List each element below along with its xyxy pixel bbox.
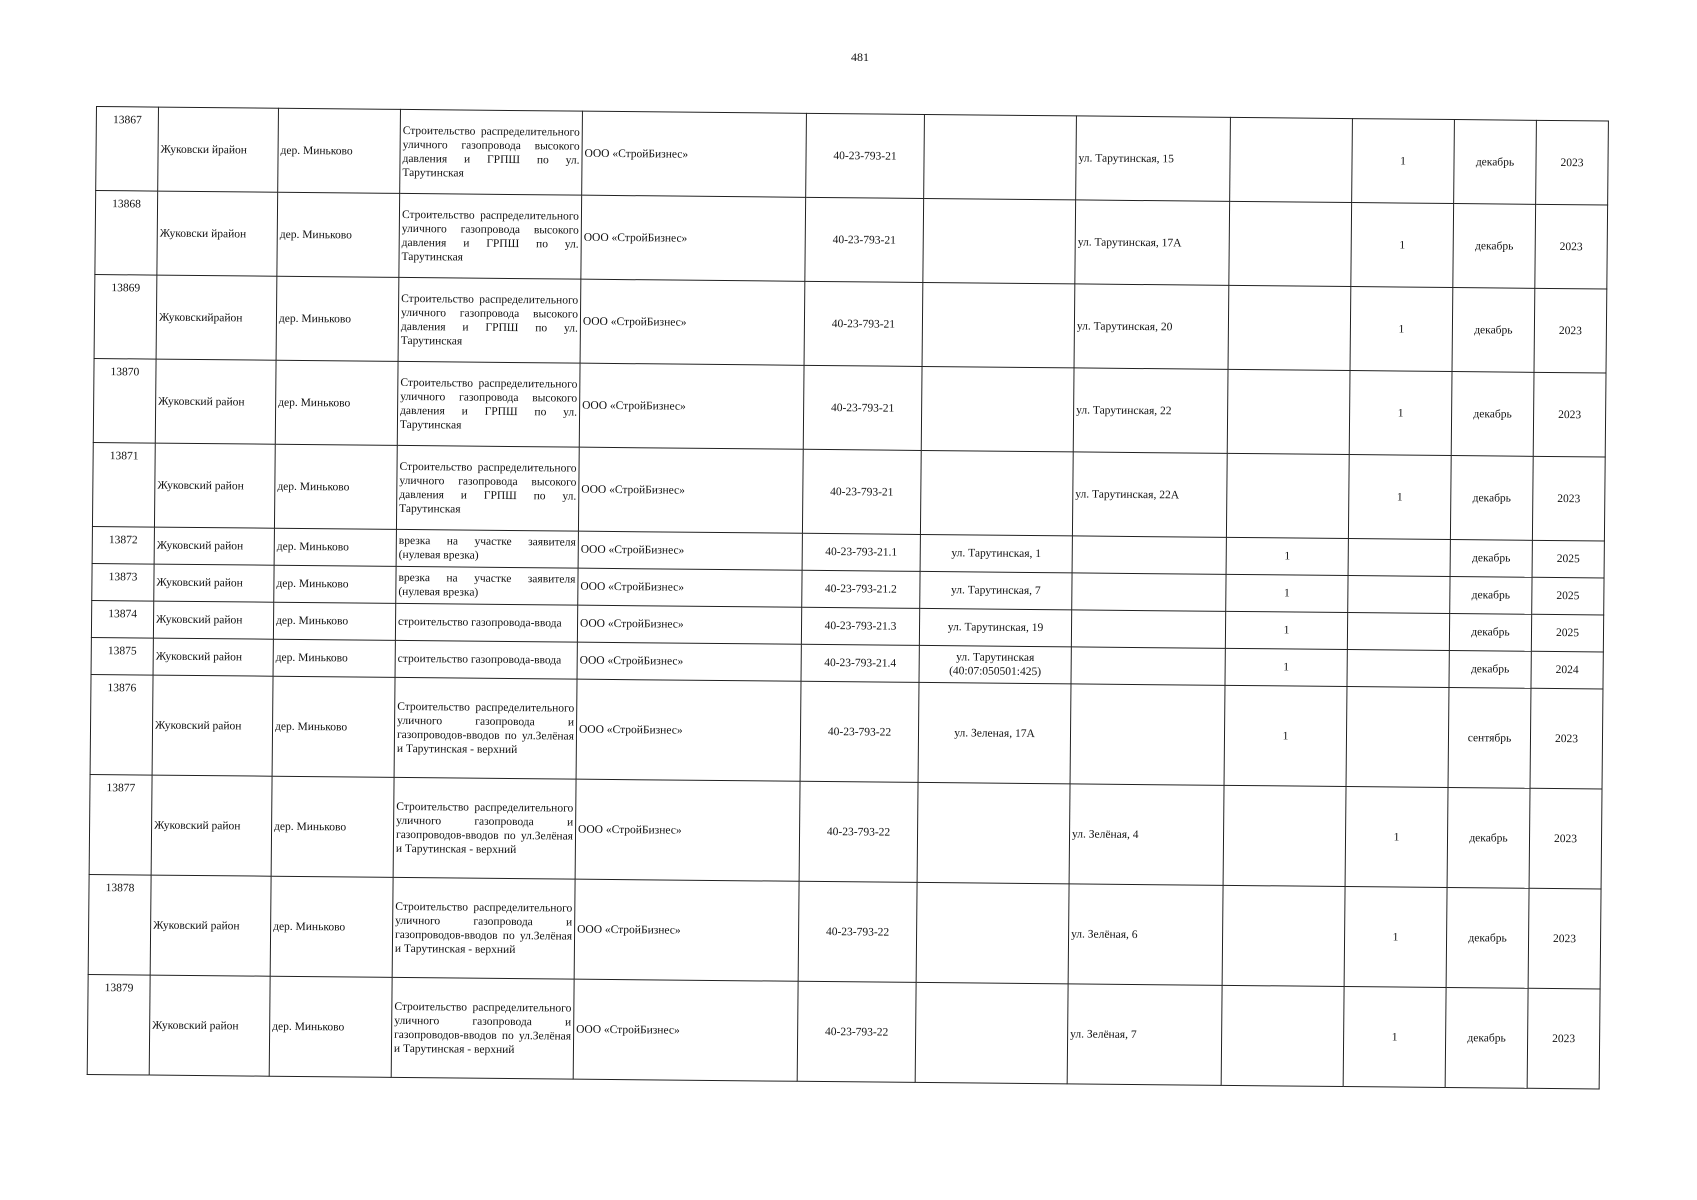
code-cell: 40-23-793-21.3 — [801, 607, 919, 645]
district-cell: Жуковский район — [153, 638, 273, 676]
quantity-a-cell — [1221, 985, 1344, 1086]
code-cell: 40-23-793-22 — [799, 781, 918, 882]
code-cell: 40-23-793-21.2 — [802, 570, 920, 608]
row-number: 13870 — [93, 358, 156, 443]
month-cell: декабрь — [1454, 120, 1537, 205]
row-number: 13879 — [87, 974, 150, 1075]
address-a-cell: ул. Тарутинская, 7 — [920, 571, 1072, 609]
year-cell: 2023 — [1535, 204, 1608, 289]
quantity-b-cell: 1 — [1351, 203, 1454, 288]
code-cell: 40-23-793-21 — [804, 281, 923, 366]
description-cell: Строительство распределительного уличного газопровода и газопроводов-вводов по ул.Зелёная и Тарутинская - верхний — [391, 977, 574, 1079]
code-cell: 40-23-793-21 — [805, 197, 924, 282]
quantity-a-cell — [1228, 285, 1351, 370]
address-a-cell: ул. Тарутинская, 19 — [919, 608, 1071, 646]
code-cell: 40-23-793-21 — [802, 449, 921, 534]
address-a-cell — [917, 782, 1070, 883]
district-cell: Жуковски йрайон — [157, 191, 278, 276]
year-cell: 2023 — [1529, 788, 1602, 889]
address-a-cell: ул. Тарутинская (40:07:050501:425) — [919, 645, 1071, 683]
code-cell: 40-23-793-21.4 — [801, 644, 919, 682]
address-a-cell: ул. Зеленая, 17А — [918, 682, 1071, 783]
code-cell: 40-23-793-21.1 — [802, 533, 920, 571]
quantity-a-cell — [1223, 785, 1346, 886]
row-number: 13869 — [94, 274, 157, 359]
locality-cell: дер. Миньково — [278, 108, 401, 193]
quantity-b-cell: 1 — [1344, 887, 1447, 988]
contractor-cell: ООО «СтройБизнес» — [576, 679, 801, 781]
row-number: 13875 — [91, 637, 153, 675]
locality-cell: дер. Миньково — [274, 444, 397, 529]
row-number: 13876 — [90, 674, 153, 775]
district-cell: Жуковский район — [154, 443, 275, 528]
contractor-cell: ООО «СтройБизнес» — [575, 779, 800, 881]
contractor-cell: ООО «СтройБизнес» — [579, 363, 804, 449]
table-row — [94, 274, 1607, 373]
year-cell: 2023 — [1532, 456, 1605, 541]
locality-cell: дер. Миньково — [269, 976, 392, 1077]
row-number: 13871 — [92, 442, 155, 527]
contractor-cell: ООО «СтройБизнес» — [574, 879, 799, 981]
row-number: 13873 — [92, 563, 154, 601]
description-cell: Строительство распределительного уличного газопровода высокого давления и ГРПШ по ул. Тарутинская — [398, 277, 581, 363]
address-b-cell: ул. Зелёная, 6 — [1068, 884, 1223, 985]
locality-cell: дер. Миньково — [272, 676, 395, 777]
district-cell: Жуковский район — [151, 775, 272, 876]
description-cell: Строительство распределительного уличного газопровода и газопроводов-вводов по ул.Зелёная и Тарутинская - верхний — [393, 777, 576, 879]
address-a-cell — [916, 882, 1069, 983]
contractor-cell: ООО «СтройБизнес» — [577, 605, 801, 644]
row-number: 13877 — [89, 774, 152, 875]
district-cell: Жуковски йрайон — [158, 107, 279, 192]
address-b-cell — [1072, 573, 1226, 611]
table-row — [92, 442, 1605, 541]
quantity-b-cell: 1 — [1343, 987, 1446, 1088]
table-row — [95, 191, 1608, 290]
address-a-cell — [922, 282, 1075, 367]
quantity-b-cell — [1348, 576, 1450, 614]
district-cell: Жуковский район — [153, 601, 273, 639]
address-b-cell: ул. Зелёная, 4 — [1069, 784, 1224, 885]
row-number: 13867 — [96, 107, 159, 192]
description-cell: врезка на участке заявителя (нулевая врезка) — [396, 566, 578, 605]
address-b-cell: ул. Тарутинская, 15 — [1076, 116, 1231, 201]
description-cell: Строительство распределительного уличного газопровода высокого давления и ГРПШ по ул. Тарутинская — [400, 109, 583, 195]
contractor-cell: ООО «СтройБизнес» — [578, 531, 802, 570]
month-cell: декабрь — [1449, 651, 1531, 689]
locality-cell: дер. Миньково — [273, 639, 395, 677]
district-cell: Жуковский район — [154, 564, 274, 602]
description-cell: Строительство распределительного уличного газопровода высокого давления и ГРПШ по ул. Тарутинская — [396, 445, 579, 531]
quantity-a-cell — [1230, 117, 1353, 202]
month-cell: декабрь — [1453, 204, 1536, 289]
description-cell: Строительство распределительного уличного газопровода высокого давления и ГРПШ по ул. Тарутинская — [397, 361, 580, 447]
table-row — [88, 874, 1601, 989]
address-a-cell — [920, 450, 1073, 535]
year-cell: 2024 — [1531, 651, 1603, 689]
code-cell: 40-23-793-21 — [803, 365, 922, 450]
locality-cell: дер. Миньково — [271, 776, 394, 877]
code-cell: 40-23-793-22 — [797, 981, 916, 1082]
quantity-b-cell — [1346, 687, 1449, 788]
description-cell: Строительство распределительного уличного газопровода и газопроводов-вводов по ул.Зелёная и Тарутинская - верхний — [394, 677, 577, 779]
locality-cell: дер. Миньково — [276, 276, 399, 361]
row-number: 13868 — [95, 191, 158, 276]
district-cell: Жуковский район — [155, 359, 276, 444]
description-cell: врезка на участке заявителя (нулевая врезка) — [396, 529, 578, 568]
table-row — [87, 974, 1600, 1089]
registry-table — [87, 106, 1609, 1089]
code-cell: 40-23-793-22 — [798, 881, 917, 982]
address-b-cell: ул. Тарутинская, 22А — [1072, 452, 1227, 537]
month-cell: декабрь — [1445, 988, 1528, 1089]
description-cell: Строительство распределительного уличного газопровода и газопроводов-вводов по ул.Зелёная и Тарутинская - верхний — [392, 877, 575, 979]
month-cell: декабрь — [1449, 614, 1531, 652]
address-a-cell — [923, 198, 1076, 283]
address-b-cell — [1070, 684, 1225, 785]
address-b-cell: ул. Зелёная, 7 — [1067, 984, 1222, 1085]
year-cell: 2025 — [1532, 577, 1604, 615]
contractor-cell: ООО «СтройБизнес» — [573, 979, 798, 1081]
quantity-a-cell: 1 — [1226, 537, 1348, 575]
year-cell: 2023 — [1527, 988, 1600, 1089]
quantity-a-cell — [1222, 885, 1345, 986]
table-row — [96, 107, 1609, 206]
contractor-cell: ООО «СтройБизнес» — [578, 568, 802, 607]
address-b-cell — [1071, 610, 1225, 648]
locality-cell: дер. Миньково — [277, 192, 400, 277]
contractor-cell: ООО «СтройБизнес» — [580, 279, 805, 365]
description-cell: Строительство распределительного уличного газопровода высокого давления и ГРПШ по ул. Тарутинская — [399, 193, 582, 279]
code-cell: 40-23-793-21 — [806, 113, 925, 198]
description-cell: строительство газопровода-ввода — [395, 603, 577, 642]
district-cell: Жуковский район — [154, 527, 274, 565]
month-cell: декабрь — [1446, 888, 1529, 989]
month-cell: декабрь — [1450, 540, 1532, 578]
row-number: 13878 — [88, 874, 151, 975]
district-cell: Жуковский район — [150, 875, 271, 976]
year-cell: 2023 — [1534, 288, 1607, 373]
address-a-cell: ул. Тарутинская, 1 — [920, 534, 1072, 572]
table-row — [93, 358, 1606, 457]
district-cell: Жуковский район — [149, 975, 270, 1076]
year-cell: 2023 — [1530, 688, 1603, 789]
address-b-cell: ул. Тарутинская, 20 — [1074, 284, 1229, 369]
description-cell: строительство газопровода-ввода — [395, 640, 577, 679]
contractor-cell: ООО «СтройБизнес» — [577, 642, 801, 681]
quantity-b-cell: 1 — [1348, 455, 1451, 540]
table-row — [90, 674, 1603, 789]
year-cell: 2023 — [1533, 372, 1606, 457]
table-row — [89, 774, 1602, 889]
month-cell: декабрь — [1450, 577, 1532, 615]
quantity-a-cell — [1226, 453, 1349, 538]
code-cell: 40-23-793-22 — [800, 681, 919, 782]
quantity-b-cell: 1 — [1350, 287, 1453, 372]
quantity-a-cell — [1229, 201, 1352, 286]
table-body — [87, 107, 1608, 1089]
quantity-a-cell: 1 — [1225, 611, 1347, 649]
month-cell: декабрь — [1447, 788, 1530, 889]
quantity-a-cell: 1 — [1226, 574, 1348, 612]
month-cell: декабрь — [1452, 288, 1535, 373]
year-cell: 2025 — [1532, 540, 1604, 578]
quantity-b-cell: 1 — [1352, 119, 1455, 204]
page-number: 481 — [851, 50, 869, 64]
year-cell: 2023 — [1528, 888, 1601, 989]
locality-cell: дер. Миньково — [274, 565, 396, 603]
quantity-a-cell — [1227, 369, 1350, 454]
contractor-cell: ООО «СтройБизнес» — [581, 195, 806, 281]
row-number: 13872 — [92, 526, 154, 564]
contractor-cell: ООО «СтройБизнес» — [578, 447, 803, 533]
locality-cell: дер. Миньково — [274, 528, 396, 566]
address-b-cell — [1072, 536, 1226, 574]
quantity-b-cell: 1 — [1345, 787, 1448, 888]
address-a-cell — [924, 114, 1077, 199]
quantity-b-cell — [1347, 613, 1449, 651]
month-cell: декабрь — [1450, 456, 1533, 541]
quantity-a-cell: 1 — [1224, 685, 1347, 786]
quantity-b-cell: 1 — [1349, 371, 1452, 456]
address-b-cell: ул. Тарутинская, 17А — [1075, 200, 1230, 285]
address-b-cell: ул. Тарутинская, 22 — [1073, 368, 1228, 453]
year-cell: 2025 — [1531, 614, 1603, 652]
locality-cell: дер. Миньково — [275, 360, 398, 445]
district-cell: Жуковскийрайон — [156, 275, 277, 360]
address-b-cell — [1071, 647, 1225, 685]
quantity-b-cell — [1348, 539, 1450, 577]
month-cell: декабрь — [1451, 372, 1534, 457]
quantity-a-cell: 1 — [1225, 648, 1347, 686]
contractor-cell: ООО «СтройБизнес» — [582, 111, 807, 197]
month-cell: сентябрь — [1448, 688, 1531, 789]
locality-cell: дер. Миньково — [270, 876, 393, 977]
quantity-b-cell — [1347, 650, 1449, 688]
address-a-cell — [921, 366, 1074, 451]
district-cell: Жуковский район — [152, 675, 273, 776]
year-cell: 2023 — [1536, 120, 1609, 205]
locality-cell: дер. Миньково — [273, 602, 395, 640]
row-number: 13874 — [91, 600, 153, 638]
address-a-cell — [915, 982, 1068, 1083]
